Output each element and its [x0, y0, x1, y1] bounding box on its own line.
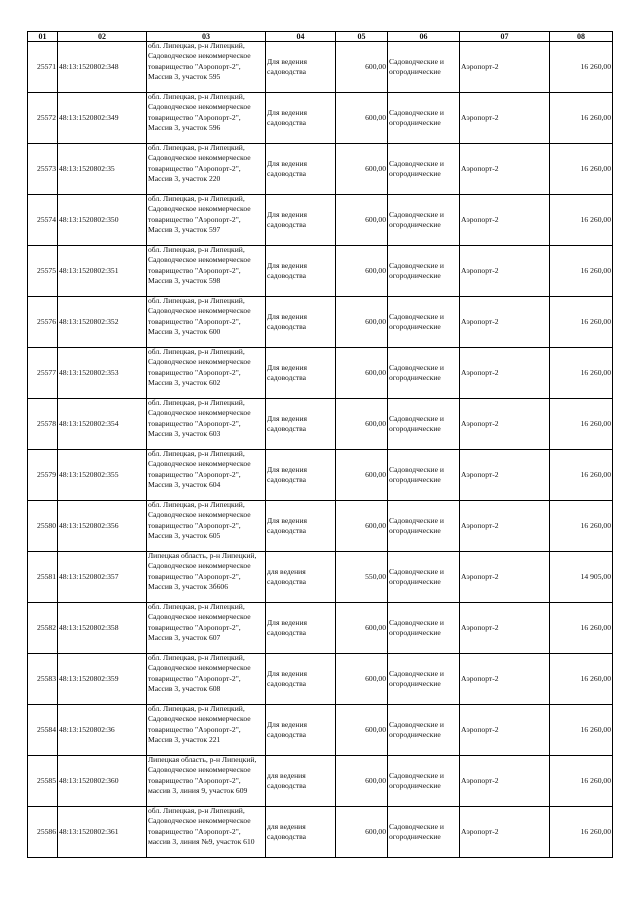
row-number-cell: 25576 — [28, 297, 58, 348]
permitted-use-cell: Для ведения садоводства — [266, 399, 336, 450]
cadastral-registry-table — [27, 31, 613, 858]
address-cell — [147, 42, 266, 93]
permitted-use-cell: для ведения садоводства — [266, 807, 336, 858]
permitted-use-cell: Для ведения садоводства — [266, 348, 336, 399]
permitted-use-cell: Для ведения садоводства — [266, 654, 336, 705]
permitted-use-cell: Для ведения садоводства — [266, 93, 336, 144]
address-text: обл. Липецкая, р-н Липецкий, Садоводческое некоммерческое товарищество "Аэропорт-2", Массив 3, участок 603 — [148, 398, 251, 438]
address-text: обл. Липецкая, р-н Липецкий, Садоводческое некоммерческое товарищество "Аэропорт-2", Массив 3, участок 596 — [148, 92, 251, 132]
address-cell — [147, 348, 266, 399]
address-text: обл. Липецкая, р-н Липецкий, Садоводческое некоммерческое товарищество "Аэропорт-2", Массив 3, участок 604 — [148, 449, 251, 489]
address-cell — [147, 246, 266, 297]
column-header-02: 02 — [58, 32, 147, 42]
land-category-cell: Садоводческие и огороднические — [388, 501, 460, 552]
valuation-zone-cell: Аэропорт-2 — [460, 297, 550, 348]
table-row — [28, 297, 613, 348]
address-text: обл. Липецкая, р-н Липецкий, Садоводческое некоммерческое товарищество "Аэропорт-2", Массив 3, участок 608 — [148, 653, 251, 693]
table-row — [28, 450, 613, 501]
land-category-cell: Садоводческие и огороднические — [388, 348, 460, 399]
cadastral-value-cell: 16 260,00 — [550, 144, 613, 195]
permitted-use-cell: для ведения садоводства — [266, 552, 336, 603]
row-number-cell: 25583 — [28, 654, 58, 705]
cadastral-value-cell: 16 260,00 — [550, 42, 613, 93]
address-text: обл. Липецкая, р-н Липецкий, Садоводческое некоммерческое товарищество "Аэропорт-2", Массив 3, участок 607 — [148, 602, 251, 642]
address-text: обл. Липецкая, р-н Липецкий, Садоводческое некоммерческое товарищество "Аэропорт-2", Массив 3, участок 605 — [148, 500, 251, 540]
row-number-cell: 25586 — [28, 807, 58, 858]
valuation-zone-cell: Аэропорт-2 — [460, 144, 550, 195]
cadastral-value-cell: 16 260,00 — [550, 399, 613, 450]
cadastral-value-cell: 16 260,00 — [550, 297, 613, 348]
cadastral-number-cell: 48:13:1520802:35 — [58, 144, 147, 195]
area-cell: 600,00 — [336, 756, 388, 807]
area-cell: 600,00 — [336, 450, 388, 501]
row-number-cell: 25575 — [28, 246, 58, 297]
column-header-08: 08 — [550, 32, 613, 42]
address-text: обл. Липецкая, р-н Липецкий, Садоводческое некоммерческое товарищество "Аэропорт-2", Массив 3, участок 598 — [148, 245, 251, 285]
header-row — [28, 32, 613, 42]
address-cell — [147, 297, 266, 348]
address-text: обл. Липецкая, р-н Липецкий, Садоводческое некоммерческое товарищество "Аэропорт-2", массив 3, линия №9, участок 610 — [148, 806, 255, 846]
land-category-cell: Садоводческие и огороднические — [388, 246, 460, 297]
cadastral-number-cell: 48:13:1520802:351 — [58, 246, 147, 297]
cadastral-value-cell: 16 260,00 — [550, 756, 613, 807]
table-row — [28, 93, 613, 144]
cadastral-number-cell: 48:13:1520802:357 — [58, 552, 147, 603]
cadastral-value-cell: 16 260,00 — [550, 807, 613, 858]
address-cell — [147, 450, 266, 501]
cadastral-number-cell: 48:13:1520802:360 — [58, 756, 147, 807]
table-row — [28, 246, 613, 297]
address-cell — [147, 807, 266, 858]
cadastral-number-cell: 48:13:1520802:353 — [58, 348, 147, 399]
area-cell: 600,00 — [336, 195, 388, 246]
cadastral-number-cell: 48:13:1520802:36 — [58, 705, 147, 756]
land-category-cell: Садоводческие и огороднические — [388, 807, 460, 858]
table-row — [28, 42, 613, 93]
address-cell — [147, 399, 266, 450]
permitted-use-cell: Для ведения садоводства — [266, 297, 336, 348]
column-header-01: 01 — [28, 32, 58, 42]
area-cell: 600,00 — [336, 501, 388, 552]
column-header-05: 05 — [336, 32, 388, 42]
area-cell: 600,00 — [336, 705, 388, 756]
cadastral-number-cell: 48:13:1520802:361 — [58, 807, 147, 858]
row-number-cell: 25582 — [28, 603, 58, 654]
row-number-cell: 25580 — [28, 501, 58, 552]
address-text: обл. Липецкая, р-н Липецкий, Садоводческое некоммерческое товарищество "Аэропорт-2", Массив 3, участок 220 — [148, 143, 251, 183]
area-cell: 600,00 — [336, 297, 388, 348]
address-text: обл. Липецкая, р-н Липецкий, Садоводческое некоммерческое товарищество "Аэропорт-2", Массив 3, участок 221 — [148, 704, 251, 744]
area-cell: 600,00 — [336, 654, 388, 705]
table-row — [28, 144, 613, 195]
table-row — [28, 807, 613, 858]
row-number-cell: 25577 — [28, 348, 58, 399]
permitted-use-cell: Для ведения садоводства — [266, 42, 336, 93]
row-number-cell: 25581 — [28, 552, 58, 603]
table-row — [28, 501, 613, 552]
valuation-zone-cell: Аэропорт-2 — [460, 246, 550, 297]
valuation-zone-cell: Аэропорт-2 — [460, 807, 550, 858]
valuation-zone-cell: Аэропорт-2 — [460, 552, 550, 603]
address-text: обл. Липецкая, р-н Липецкий, Садоводческое некоммерческое товарищество "Аэропорт-2", Массив 3, участок 597 — [148, 194, 251, 234]
address-text: обл. Липецкая, р-н Липецкий, Садоводческое некоммерческое товарищество "Аэропорт-2", Массив 3, участок 595 — [148, 41, 251, 81]
land-category-cell: Садоводческие и огороднические — [388, 654, 460, 705]
area-cell: 600,00 — [336, 807, 388, 858]
cadastral-value-cell: 16 260,00 — [550, 654, 613, 705]
address-cell — [147, 756, 266, 807]
cadastral-number-cell: 48:13:1520802:359 — [58, 654, 147, 705]
address-cell — [147, 93, 266, 144]
cadastral-number-cell: 48:13:1520802:356 — [58, 501, 147, 552]
cadastral-number-cell: 48:13:1520802:350 — [58, 195, 147, 246]
area-cell: 600,00 — [336, 399, 388, 450]
cadastral-value-cell: 16 260,00 — [550, 93, 613, 144]
valuation-zone-cell: Аэропорт-2 — [460, 501, 550, 552]
area-cell: 600,00 — [336, 603, 388, 654]
address-text: Липецкая область, р-н Липецкий, Садоводческое некоммерческое товарищество "Аэропорт-2", массив 3, линия 9, участок 609 — [148, 755, 257, 795]
address-cell — [147, 603, 266, 654]
address-text: Липецкая область, р-н Липецкий, Садоводческое некоммерческое товарищество "Аэропорт-2", Массив 3, участок 3б606 — [148, 551, 257, 591]
permitted-use-cell: Для ведения садоводства — [266, 450, 336, 501]
address-cell — [147, 501, 266, 552]
row-number-cell: 25579 — [28, 450, 58, 501]
land-category-cell: Садоводческие и огороднические — [388, 705, 460, 756]
permitted-use-cell: Для ведения садоводства — [266, 603, 336, 654]
area-cell: 600,00 — [336, 246, 388, 297]
row-number-cell: 25578 — [28, 399, 58, 450]
area-cell: 600,00 — [336, 93, 388, 144]
address-cell — [147, 705, 266, 756]
area-cell: 600,00 — [336, 144, 388, 195]
valuation-zone-cell: Аэропорт-2 — [460, 93, 550, 144]
table-row — [28, 654, 613, 705]
permitted-use-cell: Для ведения садоводства — [266, 501, 336, 552]
row-number-cell: 25584 — [28, 705, 58, 756]
cadastral-value-cell: 14 905,00 — [550, 552, 613, 603]
permitted-use-cell: Для ведения садоводства — [266, 195, 336, 246]
valuation-zone-cell: Аэропорт-2 — [460, 654, 550, 705]
area-cell: 600,00 — [336, 348, 388, 399]
cadastral-number-cell: 48:13:1520802:355 — [58, 450, 147, 501]
row-number-cell: 25574 — [28, 195, 58, 246]
area-cell: 550,00 — [336, 552, 388, 603]
cadastral-value-cell: 16 260,00 — [550, 501, 613, 552]
area-cell: 600,00 — [336, 42, 388, 93]
row-number-cell: 25585 — [28, 756, 58, 807]
land-category-cell: Садоводческие и огороднические — [388, 756, 460, 807]
land-category-cell: Садоводческие и огороднические — [388, 603, 460, 654]
valuation-zone-cell: Аэропорт-2 — [460, 705, 550, 756]
table-row — [28, 348, 613, 399]
table-row — [28, 705, 613, 756]
cadastral-value-cell: 16 260,00 — [550, 705, 613, 756]
cadastral-value-cell: 16 260,00 — [550, 603, 613, 654]
cadastral-number-cell: 48:13:1520802:349 — [58, 93, 147, 144]
column-header-07: 07 — [460, 32, 550, 42]
table-row — [28, 552, 613, 603]
cadastral-number-cell: 48:13:1520802:358 — [58, 603, 147, 654]
table-row — [28, 756, 613, 807]
land-category-cell: Садоводческие и огороднические — [388, 93, 460, 144]
cadastral-value-cell: 16 260,00 — [550, 195, 613, 246]
address-cell — [147, 654, 266, 705]
land-category-cell: Садоводческие и огороднические — [388, 399, 460, 450]
valuation-zone-cell: Аэропорт-2 — [460, 195, 550, 246]
cadastral-value-cell: 16 260,00 — [550, 246, 613, 297]
cadastral-value-cell: 16 260,00 — [550, 450, 613, 501]
table-row — [28, 195, 613, 246]
valuation-zone-cell: Аэропорт-2 — [460, 450, 550, 501]
land-category-cell: Садоводческие и огороднические — [388, 552, 460, 603]
address-text: обл. Липецкая, р-н Липецкий, Садоводческое некоммерческое товарищество "Аэропорт-2", Массив 3, участок 602 — [148, 347, 251, 387]
valuation-zone-cell: Аэропорт-2 — [460, 756, 550, 807]
address-text: обл. Липецкая, р-н Липецкий, Садоводческое некоммерческое товарищество "Аэропорт-2", Массив 3, участок 600 — [148, 296, 251, 336]
row-number-cell: 25573 — [28, 144, 58, 195]
column-header-03: 03 — [147, 32, 266, 42]
permitted-use-cell: для ведения садоводства — [266, 756, 336, 807]
land-category-cell: Садоводческие и огороднические — [388, 195, 460, 246]
permitted-use-cell: Для ведения садоводства — [266, 246, 336, 297]
valuation-zone-cell: Аэропорт-2 — [460, 348, 550, 399]
address-cell — [147, 552, 266, 603]
row-number-cell: 25572 — [28, 93, 58, 144]
land-category-cell: Садоводческие и огороднические — [388, 144, 460, 195]
permitted-use-cell: Для ведения садоводства — [266, 705, 336, 756]
cadastral-number-cell: 48:13:1520802:348 — [58, 42, 147, 93]
address-cell — [147, 144, 266, 195]
table-body — [28, 42, 613, 858]
column-header-04: 04 — [266, 32, 336, 42]
valuation-zone-cell: Аэропорт-2 — [460, 42, 550, 93]
land-category-cell: Садоводческие и огороднические — [388, 450, 460, 501]
land-category-cell: Садоводческие и огороднические — [388, 42, 460, 93]
table-row — [28, 399, 613, 450]
cadastral-number-cell: 48:13:1520802:354 — [58, 399, 147, 450]
table-row — [28, 603, 613, 654]
column-header-06: 06 — [388, 32, 460, 42]
cadastral-number-cell: 48:13:1520802:352 — [58, 297, 147, 348]
land-category-cell: Садоводческие и огороднические — [388, 297, 460, 348]
row-number-cell: 25571 — [28, 42, 58, 93]
valuation-zone-cell: Аэропорт-2 — [460, 603, 550, 654]
permitted-use-cell: Для ведения садоводства — [266, 144, 336, 195]
cadastral-value-cell: 16 260,00 — [550, 348, 613, 399]
valuation-zone-cell: Аэропорт-2 — [460, 399, 550, 450]
address-cell — [147, 195, 266, 246]
